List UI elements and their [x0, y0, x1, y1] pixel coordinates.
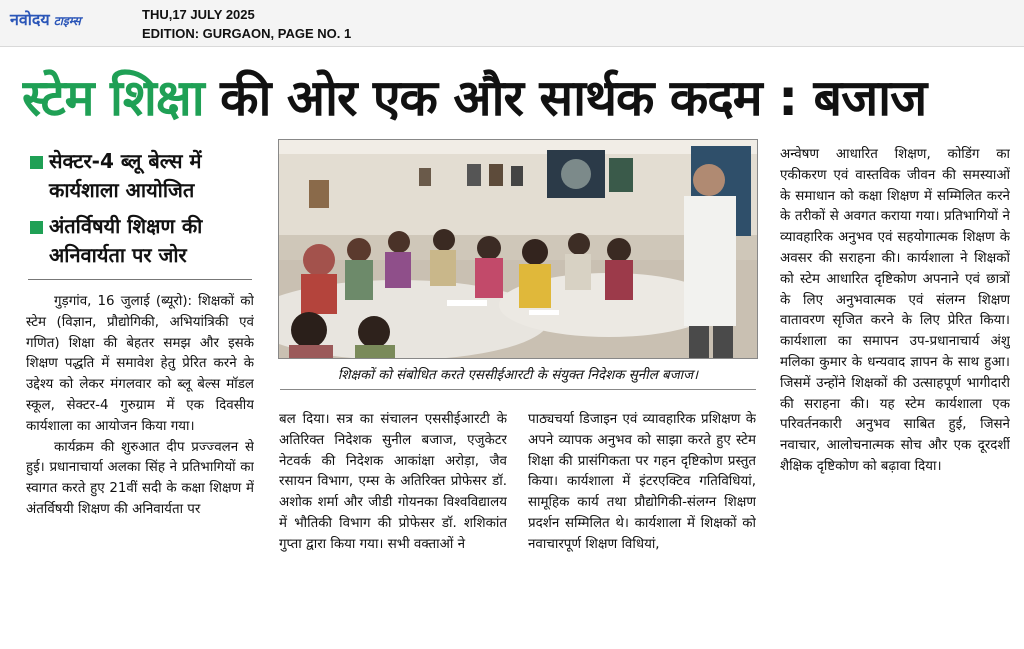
workshop-photo-illustration — [279, 140, 757, 358]
subheading-2 — [30, 212, 260, 270]
newspaper-logo[interactable] — [10, 8, 81, 30]
bullet-square-icon — [30, 221, 43, 234]
article-column-4 — [780, 145, 1010, 640]
bullet-square-icon — [30, 156, 43, 169]
subheading-2-line-1: अंतर्विषयी शिक्षण की — [49, 214, 203, 238]
logo-text: नवोदय — [10, 10, 50, 29]
paragraph-4: पाठ्यचर्या डिजाइन एवं व्यावहारिक प्रशिक्षण के अपने व्यापक अनुभव को साझा करते हुए स्टेम शिक्षा की प्रासंगिकता पर गहन दृष्टिकोण प्रस्तुत किया। कार्यशाला में इंटरएक्टिव गतिविधियां, सामूहिक कार्य तथा प्रौद्योगिकी-संलग्न शिक्षण प्रदर्शन सम्मिलित थे। कार्यशाला में शिक्षकों को नवाचारपूर्ण शिक्षण विधियां, — [528, 412, 756, 552]
article-photo[interactable] — [278, 139, 758, 359]
edition-info — [142, 5, 351, 43]
paragraph-3: बल दिया। सत्र का संचालन एससीईआरटी के अतिरिक्त निदेशक सुनील बजाज, एजुकेटर नेटवर्क की निदेशक आकांक्षा अरोड़ा, जैव रसायन विभाग, एम्स के अतिरिक्त प्रोफेसर डॉ. अशोक शर्मा और जीडी गोयनका विश्वविद्यालय में भौतिकी विभाग की प्रोफेसर डॉ. शशिकांत गुप्ता द्वारा किया गया। सभी वक्ताओं ने — [279, 412, 507, 552]
headline-highlight: स्टेम शिक्षा — [22, 69, 204, 127]
edition-page: EDITION: GURGAON, PAGE NO. 1 — [142, 26, 352, 41]
paragraph-5: अन्वेषण आधारित शिक्षण, कोडिंग का एकीकरण एवं वास्तविक जीवन की समस्याओं के समाधान को कक्षा शिक्षण में सम्मिलित करने के तरीकों से अवगत कराया गया। प्रतिभागियों ने व्यावहारिक अनुभव एवं सहयोगात्मक शिक्षण के अवसर की सराहना की। कार्यशाला ने शिक्षकों को स्टेम आधारित दृष्टिकोण अपनाने एवं छात्रों के लिए अनुभवात्मक एवं संलग्न शिक्षण वातावरण सृजित करने के लिए प्रेरित किया। कार्यशाला का समापन उप-प्रधानाचार्य अंशु मलिका कुमार के धन्यवाद ज्ञापन के साथ हुआ। जिसमें उन्होंने शिक्षकों की उत्साहपूर्ण भागीदारी की सराहना की। यह स्टेम कार्यशाला एक परिवर्तनकारी अनुभव साबित हुई, जिसने नवाचार, आलोचनात्मक सोच और एक दूरदर्शी शैक्षिक दृष्टिकोण को बढ़ावा दिया। — [780, 147, 1010, 474]
publish-date: THU,17 JULY 2025 — [142, 7, 255, 22]
paragraph-2: कार्यक्रम की शुरुआत दीप प्रज्ज्वलन से हुई। प्रधानाचार्या अलका सिंह ने प्रतिभागियों का स्वागत करते हुए 21वीं सदी के कक्षा शिक्षण में अंतर्विषयी शिक्षण की अनिवार्यता पर — [26, 439, 254, 517]
photo-caption: शिक्षकों को संबोधित करते एससीईआरटी के संयुक्त निदेशक सुनील बजाज। — [280, 365, 756, 390]
page-header — [0, 0, 1024, 47]
subheading-1-line-1: सेक्टर-4 ब्लू बेल्स में — [49, 149, 202, 173]
subheading-1-line-2: कार्यशाला आयोजित — [49, 178, 195, 202]
subheading-1 — [30, 147, 260, 205]
article-column-3 — [528, 410, 756, 638]
headline — [22, 66, 1012, 130]
subheading-divider — [28, 279, 252, 280]
article-column-1 — [26, 292, 254, 637]
article-column-2 — [279, 410, 507, 638]
subheading-2-line-2: अनिवार्यता पर जोर — [49, 243, 187, 267]
headline-rest: की ओर एक और सार्थक कदम : बजाज — [203, 69, 927, 127]
logo-subtext: टाइम्स — [53, 14, 81, 28]
paragraph-1: गुड़गांव, 16 जुलाई (ब्यूरो): शिक्षकों को स्टेम (विज्ञान, प्रौद्योगिकी, अभियांत्रिकी एवं गणित) शिक्षा की बेहतर समझ और इसके शिक्षण पद्धति में समावेश हेतु प्रेरित करने के उद्देश्य को लेकर मंगलवार को ब्लू बेल्स मॉडल स्कूल, सेक्टर-4 गुरुग्राम में एक दिवसीय कार्यशाला का आयोजन किया गया। — [26, 294, 254, 434]
